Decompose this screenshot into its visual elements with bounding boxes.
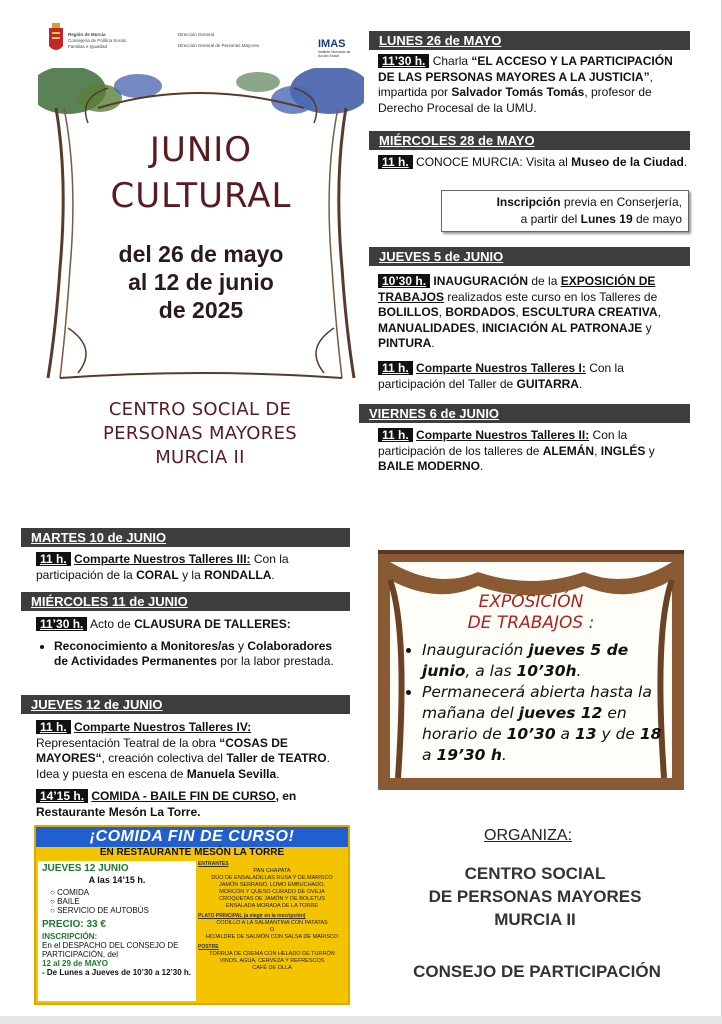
director-name: Manuela Sevilla (186, 766, 277, 781)
expo-text: Permanecerá abierta hasta la mañana del (422, 683, 652, 722)
expo-title (378, 592, 684, 634)
menu-dish: ENSALADA MORADA DE LA TORRE (225, 903, 319, 909)
event-jueves-12-comida (36, 789, 350, 820)
event-title: Comparte Nuestros Talleres IV: (74, 720, 252, 734)
inscription-text: a partir del (520, 212, 581, 226)
event-time-tag: 10’30 h. (378, 274, 430, 288)
workshop-name: ESCULTURA CREATIVA (522, 305, 658, 319)
region-murcia-crest-icon (46, 22, 66, 54)
expo-text: . (501, 746, 507, 764)
event-text: , impartida por (378, 69, 653, 99)
event-title: Comparte Nuestros Talleres III: (74, 552, 251, 566)
inscription-text: de mayo (632, 212, 682, 226)
event-miercoles-28 (378, 155, 688, 171)
event-text: , (657, 305, 661, 319)
menu-date: JUEVES 12 JUNIO (42, 863, 129, 874)
menu-dish: TORRIJA DE CREMA CON HELADO DE TURRÓN (209, 951, 335, 957)
event-text: y la (178, 567, 205, 582)
event-text: . (480, 459, 484, 473)
section-lunes-26 (366, 31, 690, 50)
expo-list-item (422, 640, 675, 682)
menu-section-heading: PLATO PRINCIPAL (a elegir en la inscripción) (198, 913, 306, 919)
organizer-line3: MURCIA II (494, 910, 576, 929)
event-text: . (578, 376, 583, 391)
poster-date-line3: de 2025 (158, 297, 244, 323)
header-org1-line2: Consejería de Política Social, (68, 38, 127, 43)
event-text: y (234, 638, 248, 653)
event-text: por la labor prestada. (216, 654, 334, 668)
expo-time: 10’30 (506, 725, 556, 743)
menu-dish: DÚO DE ENSALADILLAS RUSA Y DE MARISCO (211, 875, 333, 881)
event-time-tag: 11 h. (36, 552, 71, 566)
menu-section-heading: ENTRANTES (198, 861, 229, 867)
organizer-consejo: CONSEJO DE PARTICIPACIÓN (413, 962, 661, 981)
event-jueves-5-talleres (378, 361, 688, 392)
menu-option: ○ COMIDA (50, 888, 90, 897)
menu-time: A las 14’15 h. (88, 875, 146, 885)
event-text: y (642, 320, 652, 335)
event-text: , en Restaurante Mesón La Torre. (36, 789, 297, 819)
workshop-name: CORAL (136, 567, 179, 582)
event-text: Con la participación de los talleres de (378, 428, 628, 458)
menu-dish: MORCÓN Y QUESO CURADO DE OVEJA (219, 889, 325, 895)
poster-title-line2: CULTURAL (110, 176, 292, 216)
clausura-list-item (54, 639, 348, 670)
event-text: . (276, 766, 280, 781)
expo-title-line1: EXPOSICIÓN (478, 592, 584, 612)
section-miercoles-28-label: MIÉRCOLES 28 de MAYO (379, 133, 535, 148)
expo-text: a (555, 725, 575, 743)
event-text: . (431, 336, 435, 350)
event-time-tag: 11 h. (36, 720, 71, 734)
menu-price: PRECIO: 33 € (42, 919, 106, 930)
event-text: Charla (429, 54, 472, 68)
event-title: CLAUSURA DE TALLERES: (134, 617, 291, 631)
section-martes-10 (18, 528, 350, 547)
expo-text: en horario de (422, 704, 627, 743)
event-text: , creación colectiva del (101, 751, 227, 765)
menu-option-text: BAILE (57, 897, 80, 906)
header-org2 (178, 32, 259, 49)
event-jueves-5-inauguracion (378, 274, 688, 352)
event-text: , (438, 305, 446, 319)
organizer-line1: CENTRO SOCIAL (464, 864, 606, 883)
junio-cultural-poster (38, 68, 364, 384)
workshop-name: BAILE MODERNO (378, 459, 480, 473)
workshop-name: BORDADOS (445, 305, 516, 319)
menu-option: ○ SERVICIO DE AUTOBÚS (50, 906, 149, 915)
event-title: Comparte Nuestros Talleres I: (416, 361, 586, 375)
workshop-name: RONDALLA (204, 567, 272, 582)
event-place: Museo de la Ciudad (571, 155, 684, 169)
menu-banner: ¡COMIDA FIN DE CURSO! (36, 827, 348, 847)
menu-dish: CODILLO A LA SALMANTINA CON PATATAS (216, 920, 328, 926)
event-title: “EL ACCESO Y LA PARTICIPACIÓN DE LAS PERSONAS MAYORES A LA JUSTICIA” (378, 54, 673, 84)
event-speaker: Salvador Tomás Tomás (451, 85, 585, 99)
organizer-line2: DE PERSONAS MAYORES (428, 887, 642, 906)
workshop-name: Taller de TEATRO (226, 751, 327, 765)
inscription-text: previa en Conserjería, (560, 195, 682, 209)
event-title: INAUGURACIÓN (430, 274, 529, 288)
expo-time: 13 (574, 725, 597, 743)
event-time-tag: 14’15 h. (36, 789, 88, 803)
play-title: “COSAS DE MAYORES“ (36, 735, 288, 765)
event-text: . (271, 567, 275, 582)
event-text: realizados este curso en los Talleres de (444, 289, 658, 304)
event-text: CONOCE MURCIA: Visita al (412, 155, 572, 169)
inscription-date: Lunes 19 (580, 212, 633, 226)
event-text: . (683, 155, 688, 169)
event-miercoles-11 (36, 617, 348, 670)
menu-dishes (198, 861, 346, 1001)
header-org1 (68, 32, 127, 50)
imas-logo-subtitle: Instituto Murciano de Acción Social (318, 50, 351, 58)
section-miercoles-11 (18, 592, 350, 611)
event-text: Representación Teatral de la obra (36, 735, 220, 750)
event-title: EXPOSICIÓN DE TRABAJOS (378, 274, 656, 304)
centro-title-line2: PERSONAS MAYORES (103, 423, 297, 444)
workshop-name: PINTURA (378, 336, 432, 350)
event-time-tag: 11’30 h. (36, 617, 87, 631)
menu-inscription-text: En el DESPACHO DEL CONSEJO DE PARTICIPACIÓN, del (42, 941, 179, 959)
workshop-name: INICIACIÓN AL PATRONAJE (482, 320, 643, 335)
section-jueves-12-label: JUEVES 12 de JUNIO (31, 697, 163, 712)
expo-text: Inauguración (422, 641, 529, 659)
section-jueves-12 (18, 695, 350, 714)
menu-dish: PAN CHAPATA (253, 868, 291, 874)
menu-dish: VINOS, AGUA, CERVEZA Y REFRESCOS (219, 958, 325, 964)
header-org2-line1: Dirección General (178, 32, 215, 37)
menu-inscription-dates: 12 al 29 de MAYO (42, 959, 108, 968)
expo-date: jueves 5 de junio (422, 641, 629, 680)
page-bottom-edge (0, 1016, 722, 1024)
section-miercoles-11-label: MIÉRCOLES 11 de JUNIO (31, 594, 188, 609)
event-text: Con la participación del Taller de (378, 361, 624, 391)
poster-date-line2: al 12 de junio (128, 269, 274, 295)
event-text: , profesor de Derecho Procesal de la UMU. (378, 85, 652, 115)
organizer-centro (404, 862, 666, 931)
menu-option-text: COMIDA (57, 888, 90, 897)
expo-title-line2: DE TRABAJOS : (467, 613, 595, 633)
centro-title-line3: MURCIA II (155, 447, 245, 468)
expo-text: . (576, 662, 582, 680)
centro-title-line1: CENTRO SOCIAL DE (108, 399, 292, 420)
menu-option-text: SERVICIO DE AUTOBÚS (57, 906, 149, 915)
section-lunes-26-label: LUNES 26 de MAYO (379, 33, 502, 48)
poster-date-line1: del 26 de mayo (118, 241, 284, 267)
menu-dish: CAFÉ DE OLLA (252, 965, 292, 971)
event-time-tag: 11’30 h. (378, 54, 429, 68)
menu-dish: HOJALDRE DE SALMÓN CON SALSA DE MARISCO (205, 934, 339, 940)
event-viernes-6 (378, 428, 688, 475)
expo-time: 10’30h (516, 662, 577, 680)
event-text: de la (528, 274, 561, 288)
event-text: y (645, 443, 655, 458)
section-miercoles-28 (366, 131, 690, 150)
header-org1-line3: Familias e Igualdad (68, 44, 108, 49)
menu-dish: CROQUETAS DE JAMÓN Y DE BOLETUS (219, 896, 325, 902)
inscription-label: Inscripción (496, 195, 561, 209)
art-nouveau-frame-icon (38, 68, 364, 384)
menu-dish: O (269, 927, 275, 933)
menu-dish: JAMÓN SERRANO, LOMO EMBUCHADO, (218, 882, 326, 888)
event-text: , (515, 305, 523, 319)
event-title: Comparte Nuestros Talleres II: (416, 428, 590, 442)
workshop-name: GUITARRA (516, 376, 579, 391)
workshop-name: ALEMÁN (542, 443, 595, 458)
imas-logo (318, 38, 358, 62)
expo-text: a (422, 746, 437, 764)
expo-text: y de (596, 725, 640, 743)
section-martes-10-label: MARTES 10 de JUNIO (31, 530, 167, 545)
header-org2-line2: Dirección General de Personas Mayores (178, 43, 260, 48)
event-lunes-26 (378, 54, 688, 116)
event-text: Reconocimiento a Monitores/as (54, 638, 235, 653)
organiza-label: ORGANIZA: (484, 827, 573, 844)
expo-text: , a las (465, 662, 517, 680)
event-time-tag: 11 h. (378, 155, 413, 169)
event-text: Colaboradores de Actividades Permanentes (54, 638, 333, 668)
section-viernes-6-label: VIERNES 6 de JUNIO (369, 406, 500, 421)
menu-inscription-hours: - De Lunes a Jueves de 10’30 a 12’30 h. (42, 968, 191, 977)
clausura-list (54, 639, 348, 670)
menu-info (38, 861, 196, 1001)
poster-title-line1: JUNIO (149, 130, 253, 170)
section-jueves-5 (366, 247, 690, 266)
expo-list-item (422, 682, 675, 766)
event-text: , (475, 320, 483, 335)
workshop-name: BOLILLOS (378, 305, 439, 319)
menu-subtitle: EN RESTAURANTE MESÓN LA TORRE (36, 847, 348, 859)
event-martes-10 (36, 552, 348, 583)
imas-logo-text: IMAS (318, 38, 346, 50)
event-text: , (594, 443, 601, 458)
event-text: . Idea y puesta en escena de (36, 751, 330, 781)
inscription-box (441, 190, 689, 232)
menu-option: ○ BAILE (50, 897, 80, 906)
header-org1-line1: Región de Murcia (68, 32, 106, 37)
expo-list (410, 640, 675, 766)
event-time-tag: 11 h. (378, 428, 413, 442)
event-title: COMIDA - BAILE FIN DE CURSO (91, 789, 276, 803)
expo-time: 19’30 h (436, 746, 502, 764)
workshop-name: INGLÉS (600, 443, 646, 458)
menu-section-heading: POSTRE (198, 944, 219, 950)
centro-title (40, 398, 360, 470)
expo-time: 18 (639, 725, 662, 743)
section-jueves-5-label: JUEVES 5 de JUNIO (379, 249, 504, 264)
workshop-name: MANUALIDADES (378, 320, 476, 335)
event-jueves-12-teatro (36, 720, 350, 782)
expo-date: jueves 12 (518, 704, 603, 722)
event-text: Con la participación de la (36, 552, 289, 582)
exposicion-box (378, 550, 684, 790)
event-time-tag: 11 h. (378, 361, 413, 375)
menu-inscription-label: INSCRIPCIÓN: (42, 932, 98, 941)
event-text: Acto de (87, 617, 135, 631)
section-viernes-6 (356, 404, 690, 423)
menu-ad (34, 825, 350, 1005)
